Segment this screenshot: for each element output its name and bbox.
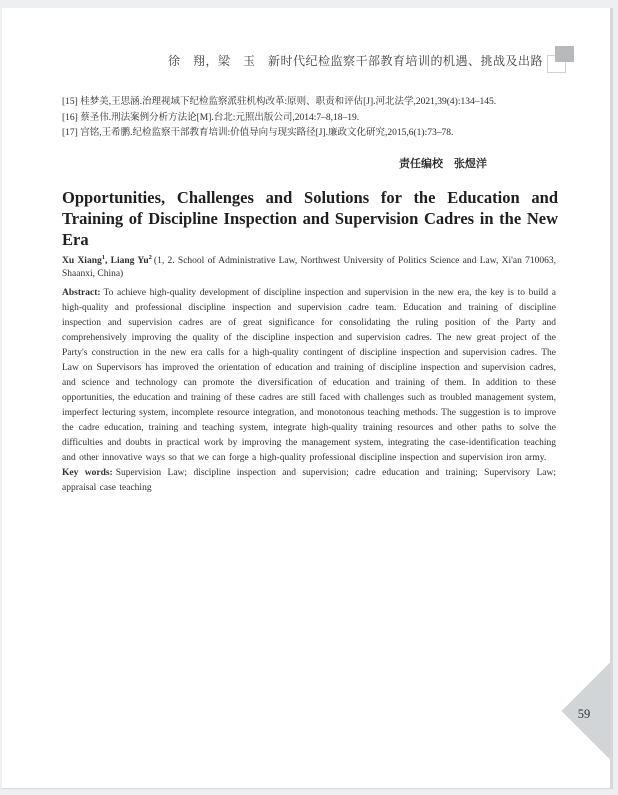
- reference-list: [62, 95, 562, 142]
- reference-item: [15] 桂梦美,王思涵.治理视域下纪检监察派驻机构改革:原则、职责和评估[J].河北法学,2021,39(4):134–145.: [62, 97, 497, 107]
- article-title: Opportunities, Challenges and Solutions for the Education and Training of Discipline Inspection and Supervision Cadres in the New Era: [62, 188, 558, 249]
- author-affiliation: (1, 2. School of Administrative Law, Northwest University of Politics Science and Law, Xi'an 710063, Shaanxi, China): [62, 256, 556, 280]
- author-superscript: 2: [148, 254, 152, 261]
- keywords-text: Supervision Law; discipline inspection and supervision; cadre education and training; Supervisory Law; appraisal case teaching: [62, 468, 557, 493]
- abstract-block: [62, 286, 556, 496]
- abstract-paragraph: [62, 286, 556, 466]
- author-name: , Liang Yu: [104, 256, 149, 267]
- keywords-paragraph: [62, 466, 556, 496]
- reference-item: [17] 宫铭,王希鹏.纪检监察干部教育培训:价值导向与现实路径[J].廉政文化研究,2015,6(1):73–78.: [62, 128, 454, 138]
- abstract-text: To achieve high-quality development of discipline inspection and supervision in the new era, the key is to build a high-quality and professional discipline inspection and supervision cadre team. Education and training of discipline inspection and supervision cadres are of great significance for consolidating the ruling position of the Party and comprehensively improving the quality of the discipline inspection and supervision cadres. The new great project of the Party's construction in the new era calls for a high-quality contingent of discipline inspection and supervision cadres. The Law on Supervisors has improved the orientation of education and training of discipline inspection and supervision cadres, and science and technology can promote the diversification of education and training of them. In addition to these opportunities, the education and training of these cadres are still faced with challenges such as troubled management system, imperfect lecturing system, incomplete resource integration, and monotonous teaching methods. The suggestion is to improve the cadre education, training and teaching system, integrate high-quality training resources and other paths to solve the difficulties and doubts in practical work by improving the management system, integrating the case-identification teaching and other innovative ways so that we can forge a high-quality professional discipline inspection and supervision iron army.: [62, 288, 556, 463]
- document-page: [2, 8, 613, 789]
- running-head-row: [168, 46, 574, 73]
- author-superscript: 1: [101, 254, 105, 261]
- authors-line: [62, 251, 556, 281]
- running-head: 徐 翔，梁 玉 新时代纪检监察干部教育培训的机遇、挑战及出路: [167, 54, 543, 68]
- copy-icon[interactable]: [547, 46, 574, 73]
- page-number: 59: [577, 707, 591, 721]
- abstract-label: Abstract:: [62, 288, 101, 298]
- reference-item: [16] 蔡圣伟.刑法案例分析方法论[M].台北:元照出版公司,2014:7–8,18–19.: [62, 112, 360, 123]
- responsible-editor-line: 责任编校 张煜洋: [399, 158, 487, 170]
- author-name: Xu Xiang: [62, 256, 102, 267]
- copy-icon-front-square: [555, 46, 574, 62]
- keywords-label: Key words:: [62, 468, 113, 478]
